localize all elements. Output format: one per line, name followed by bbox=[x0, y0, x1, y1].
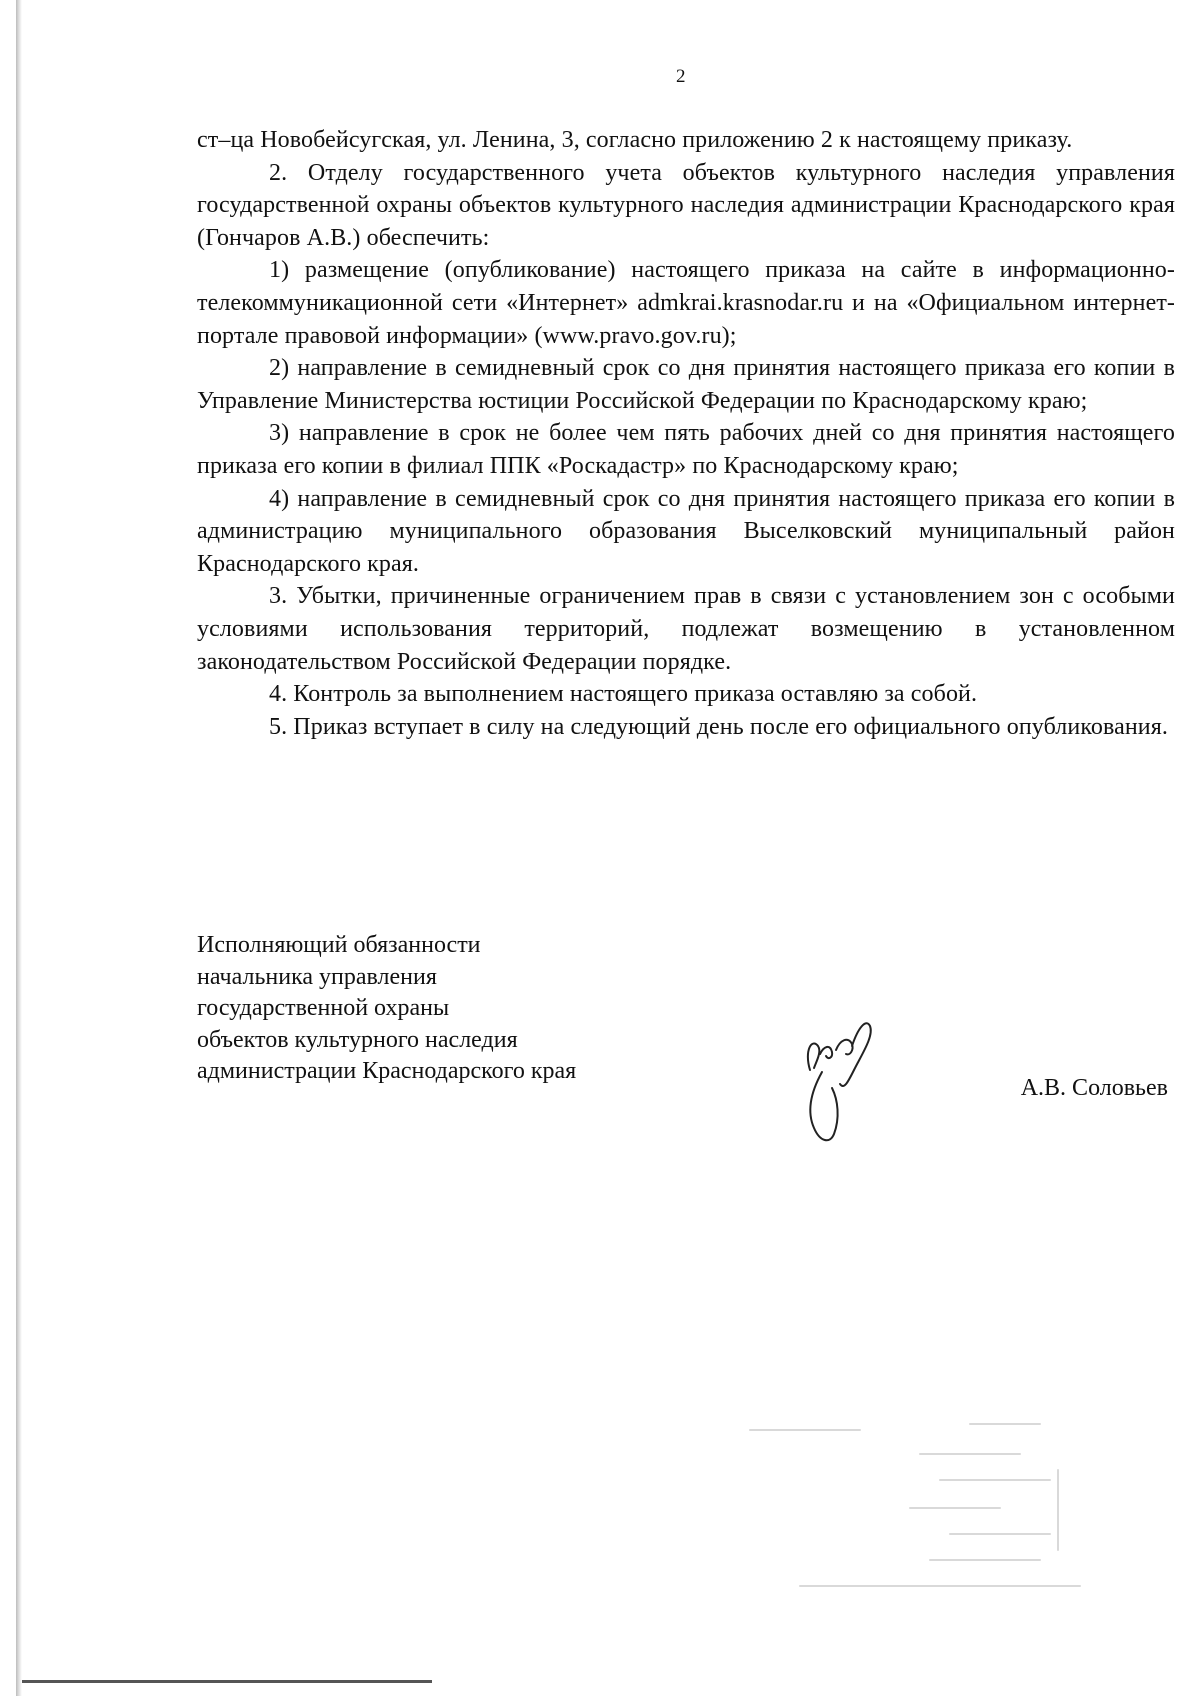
paragraph-subitem-1: 1) размещение (опубликование) настоящего приказа на сайте в информационно-телекоммуникационной сети «Интернет» admkrai.krasnodar.ru и на «Официальном интернет-портале правовой информации» (www.pravo.gov.ru); bbox=[197, 257, 1175, 349]
paragraph-item-4: 4. Контроль за выполнением настоящего приказа оставляю за собой. bbox=[269, 681, 978, 708]
signer-title-line: объектов культурного наследия bbox=[197, 1026, 518, 1053]
signer-title-line: начальника управления bbox=[197, 963, 437, 990]
faded-stamp-marks bbox=[740, 1410, 1140, 1610]
signer-title-line: государственной охраны bbox=[197, 995, 450, 1021]
scan-edge-left bbox=[16, 0, 22, 1696]
signer-title bbox=[197, 930, 576, 1088]
document-body bbox=[197, 124, 1175, 743]
signer-name: А.В. Соловьев bbox=[1020, 1075, 1168, 1101]
signer-title-line: Исполняющий обязанности bbox=[197, 932, 481, 958]
paragraph-continuation: ст–ца Новобейсугская, ул. Ленина, 3, согласно приложению 2 к настоящему приказу. bbox=[197, 127, 1073, 153]
paragraph-item-2: 2. Отделу государственного учета объектов культурного наследия управления государственной охраны объектов культурного наследия администрации Краснодарского края (Гончаров А.В.) обеспечить: bbox=[197, 159, 1175, 251]
paragraph-item-3: 3. Убытки, причиненные ограничением прав в связи с установлением зон с особыми условиями использования территорий, подлежат возмещению в установленном законодательством Российской Федерации порядке. bbox=[197, 583, 1175, 675]
paragraph-subitem-4: 4) направление в семидневный срок со дня принятия настоящего приказа его копии в администрацию муниципального образования Выселковский муниципальный район Краснодарского края. bbox=[197, 485, 1175, 577]
scan-edge-bottom bbox=[22, 1680, 432, 1683]
paragraph-subitem-2: 2) направление в семидневный срок со дня принятия настоящего приказа его копии в Управление Министерства юстиции Российской Федерации по Краснодарскому краю; bbox=[197, 355, 1175, 414]
handwritten-signature bbox=[792, 1010, 882, 1150]
paragraph-item-5: 5. Приказ вступает в силу на следующий день после его официального опубликования. bbox=[269, 713, 1168, 740]
signer-title-line: администрации Краснодарского края bbox=[197, 1058, 577, 1084]
paragraph-subitem-3: 3) направление в срок не более чем пять рабочих дней со дня принятия настоящего приказа его копии в филиал ППК «Роскадастр» по Краснодарскому краю; bbox=[197, 420, 1175, 479]
signature-block bbox=[197, 930, 1175, 1170]
page-number: 2 bbox=[676, 66, 686, 87]
